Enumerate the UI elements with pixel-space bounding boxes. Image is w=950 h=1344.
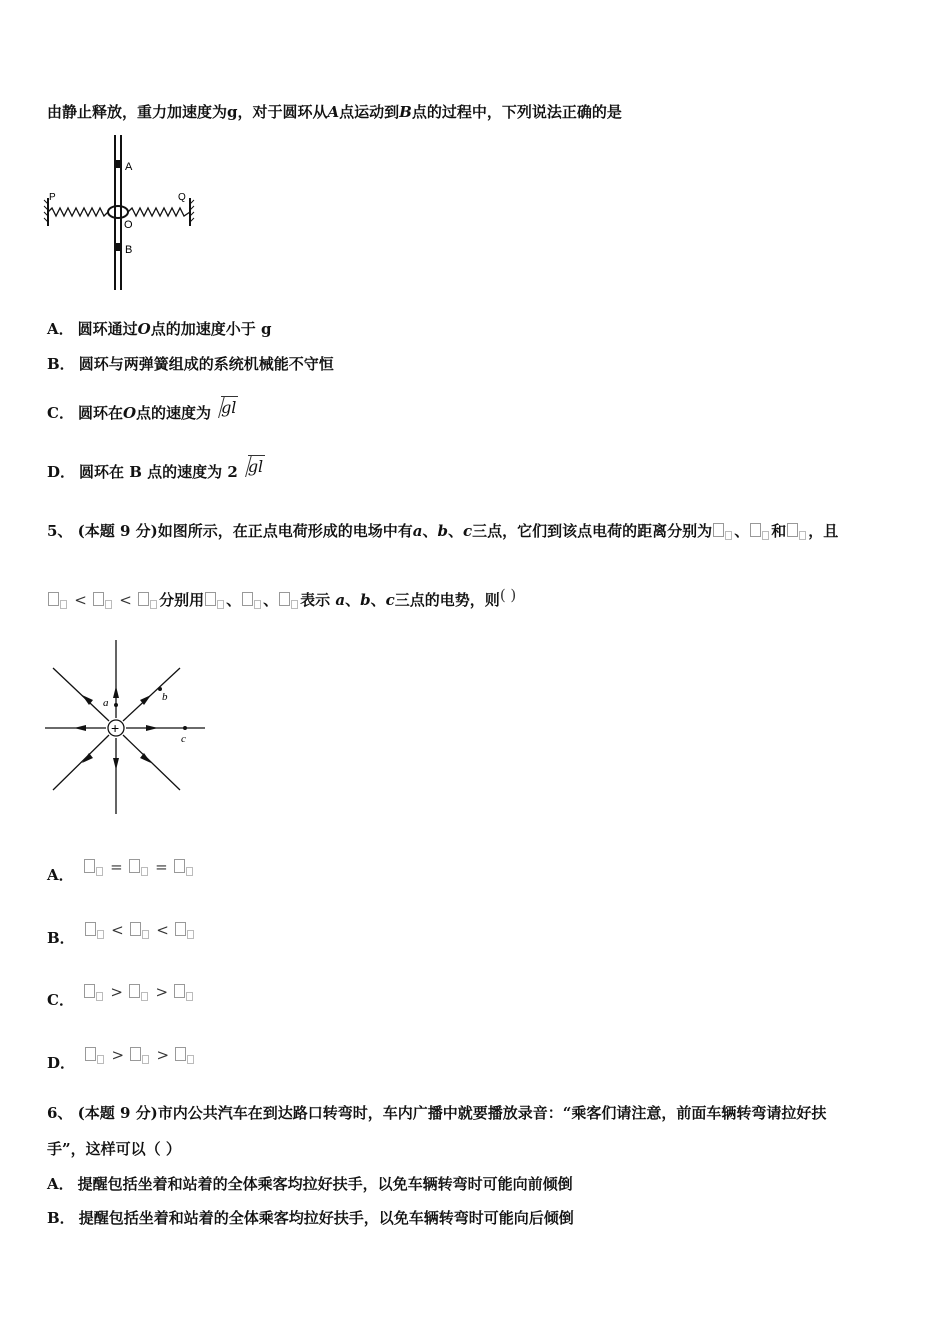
q5-stem-line-1: 5、 (本题 9 分)如图所示，在正点电荷形成的电场中有a、b、c三点，它们到该点电荷的距离分别为 、 和 ，且 (47, 522, 839, 540)
arrow (146, 725, 158, 731)
ring-spring-figure (40, 130, 200, 295)
missing-glyph-icon (130, 1047, 141, 1061)
missing-glyph-icon (84, 859, 95, 873)
plus-sign: + (111, 720, 120, 736)
missing-glyph-icon (85, 1047, 96, 1061)
point-b-label: B (399, 103, 412, 121)
missing-glyph-icon (279, 592, 290, 606)
arrow (113, 758, 119, 770)
missing-glyph-icon (750, 523, 761, 537)
label-a: a (103, 697, 109, 709)
point-c (183, 726, 187, 730)
missing-glyph-icon (725, 531, 732, 540)
question-number: 6、 (47, 1104, 73, 1122)
missing-glyph-icon (138, 592, 149, 606)
missing-glyph-icon (205, 592, 216, 606)
label-c: c (181, 733, 186, 745)
missing-glyph-icon (175, 1047, 186, 1061)
option-d[interactable]: D． 圆环在 B 点的速度为 2 gl (47, 457, 264, 481)
label-b: b (162, 691, 168, 703)
point-a (114, 703, 118, 707)
missing-glyph-icon (93, 592, 104, 606)
missing-glyph-icon (129, 859, 140, 873)
arrow (74, 725, 86, 731)
missing-glyph-icon (129, 984, 140, 998)
label-b: B (125, 244, 133, 256)
label-o: O (124, 219, 133, 231)
missing-glyph-icon (175, 922, 186, 936)
point-b-mark (116, 243, 120, 251)
q6-option-a[interactable]: A． 提醒包括坐着和站着的全体乘客均拉好扶手，以免车辆转弯时可能向前倾倒 (47, 1175, 573, 1193)
label-q: Q (178, 192, 186, 203)
arrow (113, 686, 119, 698)
point-a-label: A (327, 103, 340, 121)
missing-glyph-icon (762, 531, 769, 540)
field-line-ne (123, 668, 180, 721)
q6-stem-line-1: 6、 (本题 9 分)市内公共汽车在到达路口转弯时，车内广播中就要播放录音：“乘客们请注意，前面车辆转弯请拉好扶 (47, 1104, 827, 1122)
sqrt-gl: gl (211, 398, 236, 417)
electric-field-figure (40, 638, 210, 818)
missing-glyph-icon (60, 600, 67, 609)
sqrt-gl: gl (238, 457, 263, 476)
missing-glyph-icon (787, 523, 798, 537)
missing-glyph-icon (799, 531, 806, 540)
question-score: (本题 9 分) (77, 1104, 158, 1122)
right-spring (128, 208, 190, 216)
q6-option-b[interactable]: B． 提醒包括坐着和站着的全体乘客均拉好扶手，以免车辆转弯时可能向后倾倒 (47, 1209, 574, 1227)
left-spring (48, 208, 108, 216)
field-line-sw (53, 735, 109, 790)
arrow (140, 753, 151, 763)
missing-glyph-icon (713, 523, 724, 537)
question-stem-line (47, 101, 622, 122)
missing-glyph-icon (242, 592, 253, 606)
missing-glyph-icon (217, 600, 224, 609)
option-a[interactable]: A． 圆环通过O点的加速度小于 g (47, 320, 272, 338)
q6-stem-line-2: 手”，这样可以（ ） (47, 1140, 181, 1158)
field-line-se (123, 735, 180, 790)
question-score: (本题 9 分) (77, 522, 158, 540)
stem-text: 点的过程中，下列说法正确的是 (411, 103, 622, 121)
q5-option-a[interactable]: A． = = (47, 864, 195, 885)
missing-glyph-icon (130, 922, 141, 936)
label-a: A (125, 161, 133, 173)
option-b[interactable]: B． 圆环与两弹簧组成的系统机械能不守恒 (47, 355, 334, 373)
arrow (82, 753, 93, 763)
option-c[interactable]: C． 圆环在O点的速度为 gl (47, 398, 237, 422)
q5-stem-line-2: < < 分别用 、 、 表示 a、b、c三点的电势，则( ) (47, 586, 516, 610)
missing-glyph-icon (174, 984, 185, 998)
question-number: 5、 (47, 522, 73, 540)
missing-glyph-icon (105, 600, 112, 609)
missing-glyph-icon (150, 600, 157, 609)
label-p: P (49, 192, 56, 203)
missing-glyph-icon (254, 600, 261, 609)
stem-text: 由静止释放，重力加速度为g，对于圆环从 (47, 103, 328, 121)
field-line-nw (53, 668, 109, 721)
stem-text: 点运动到 (339, 103, 400, 121)
missing-glyph-icon (291, 600, 298, 609)
ring (108, 206, 128, 218)
q5-option-c[interactable]: C． > > (47, 989, 195, 1010)
q5-option-b[interactable]: B． < < (47, 927, 196, 948)
point-a-mark (116, 160, 120, 168)
missing-glyph-icon (85, 922, 96, 936)
missing-glyph-icon (174, 859, 185, 873)
missing-glyph-icon (84, 984, 95, 998)
missing-glyph-icon (48, 592, 59, 606)
q5-option-d[interactable]: D． > > (47, 1052, 196, 1073)
